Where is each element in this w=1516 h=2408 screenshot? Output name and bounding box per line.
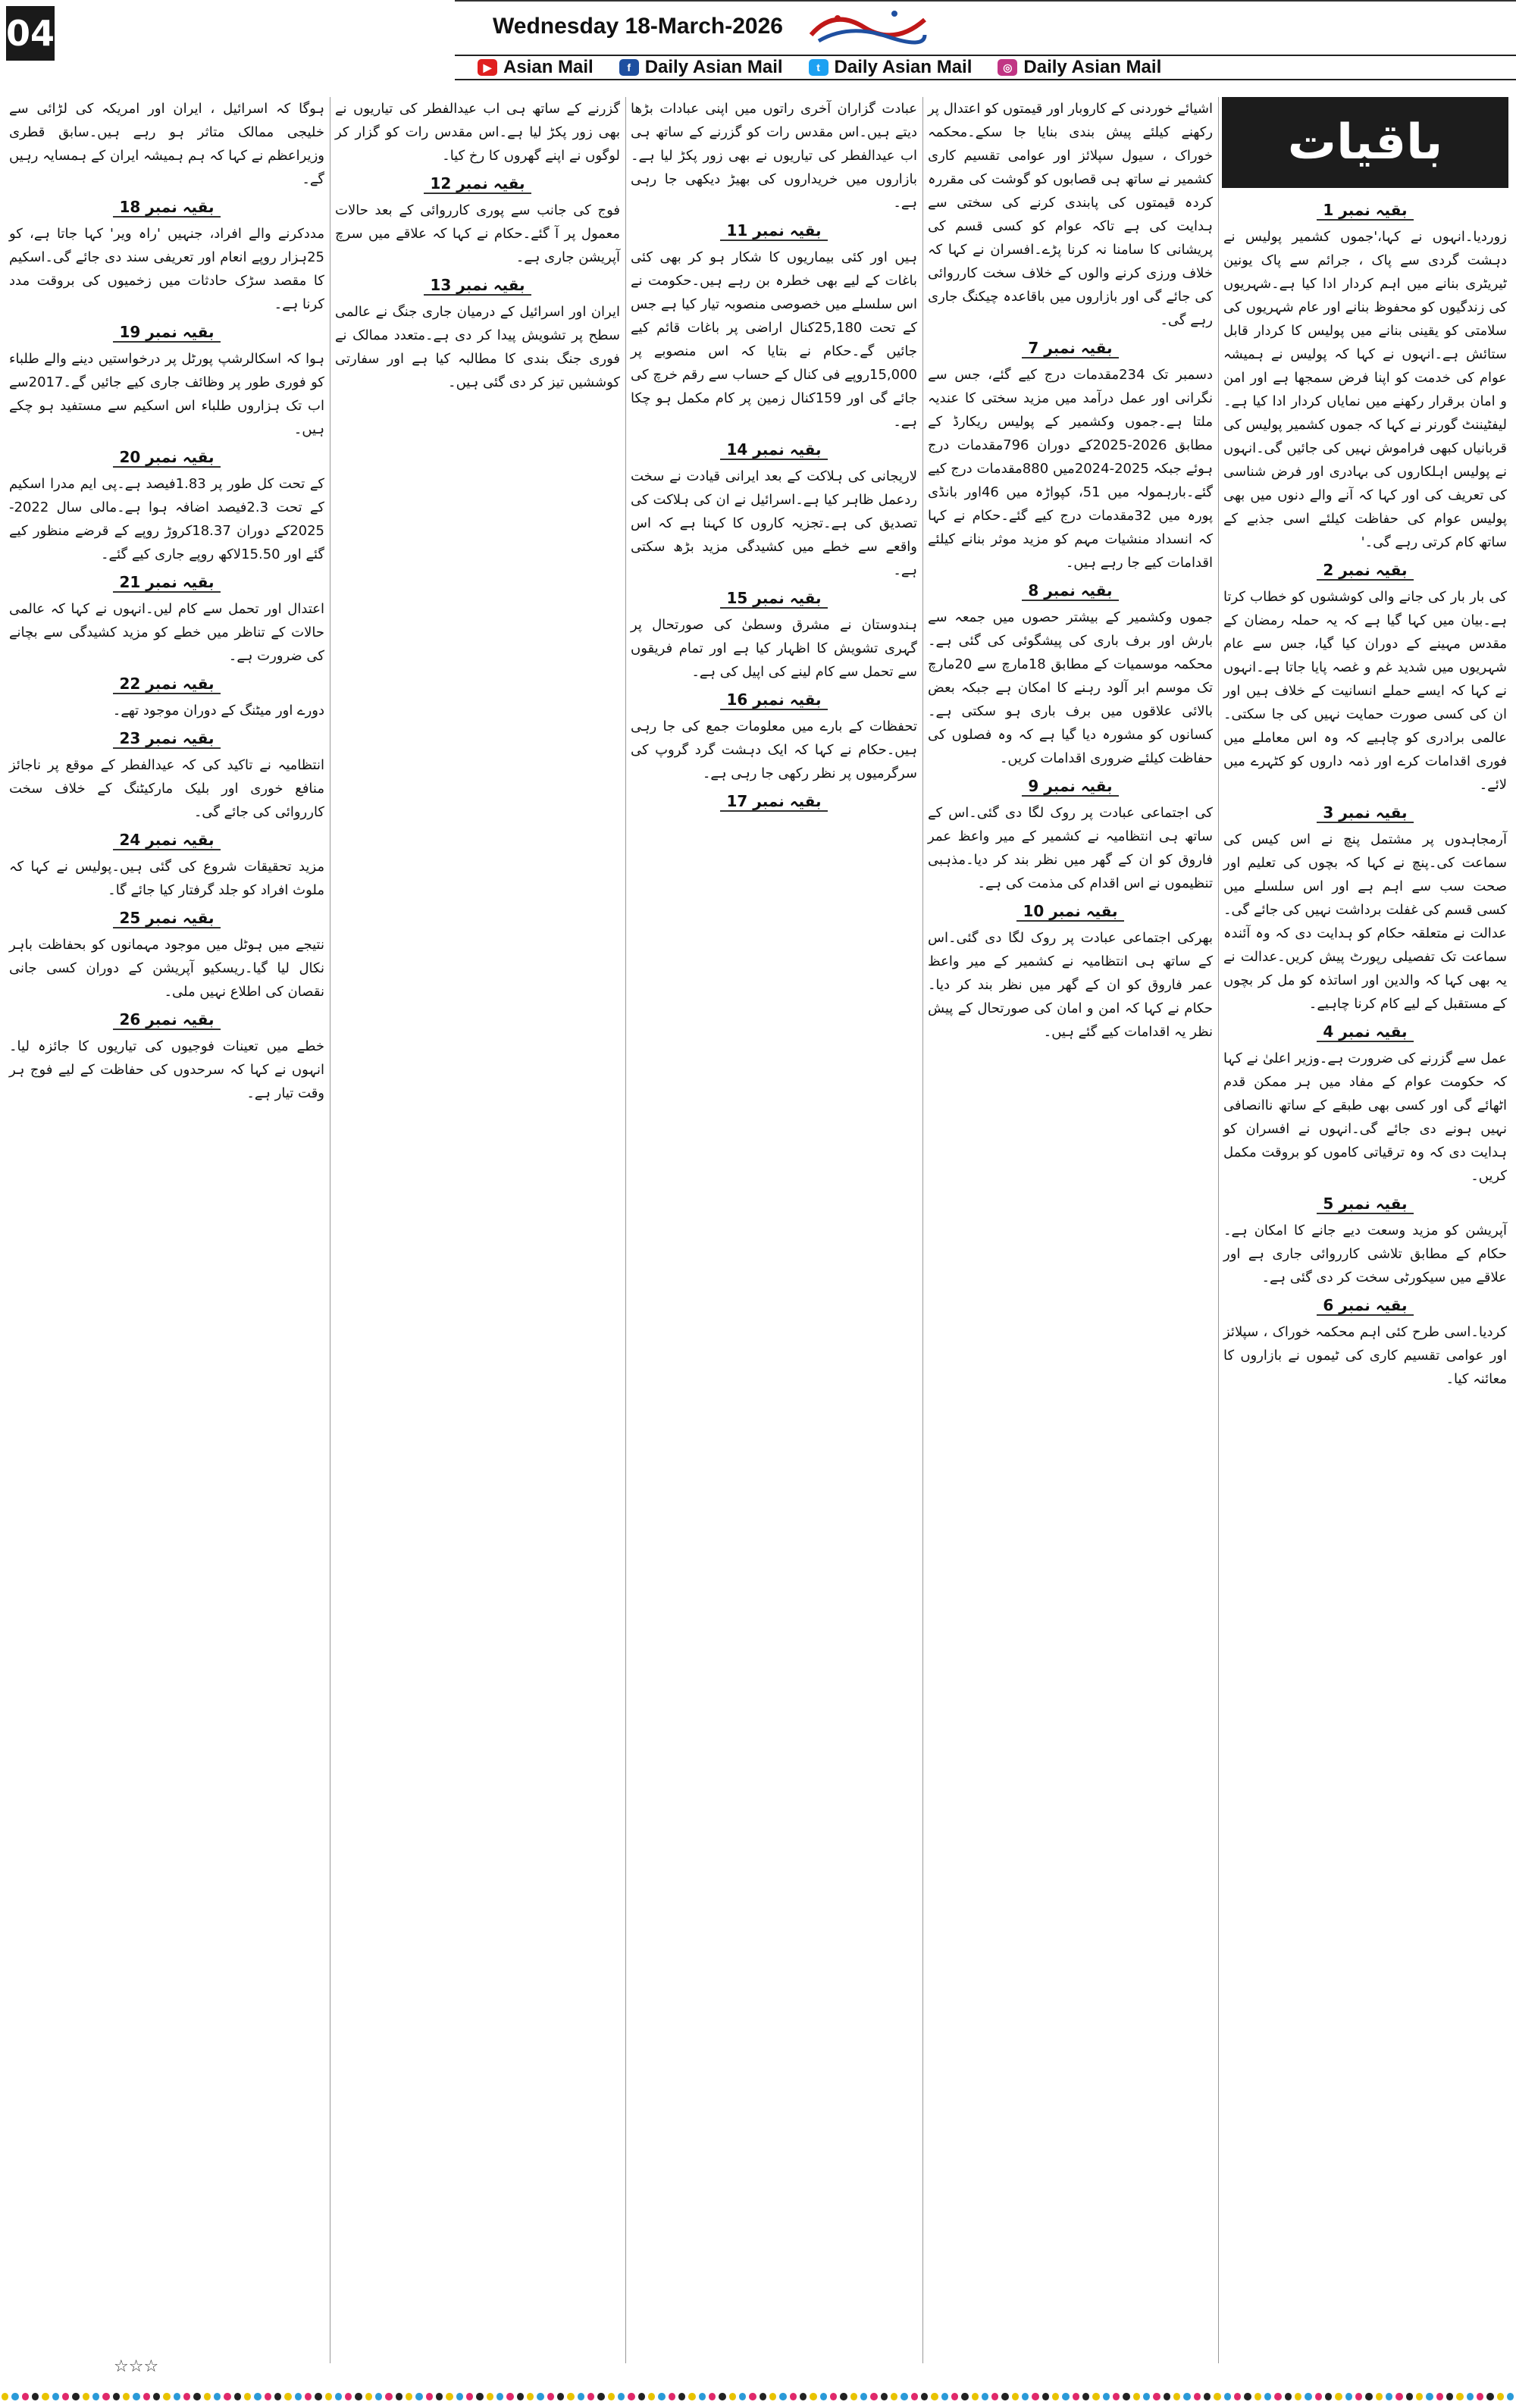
color-dot: [658, 2393, 665, 2400]
color-dot: [578, 2393, 584, 2400]
continuation-body: اعتدال اور تحمل سے کام لیں۔انہوں نے کہا کہ عالمی حالات کے تناظر میں خطے کو مزید کشیدگی سے بچانے کی ضرورت ہے۔: [9, 601, 324, 664]
continuation-body: زوردیا۔انہوں نے کہا،'جموں کشمیر پولیس نے دہشت گردی سے پاک ، جرائم سے پاک یونین ٹیریٹری بنانے میں اہم کردار ادا کیا ہے۔شہریوں کی زندگیوں کو محفوظ بنانے اور عام شہریوں کی سلامتی کو یقینی بنانے میں پولیس کا کردار قابل ستائش ہے۔انہوں نے کہا کہ پولیس نے ہمیشہ عوام کی خدمت کو اپنا فرض سمجھا ہے اور امن و امان برقرار رکھنے میں نمایاں کردار ادا کیا ہے۔لیفٹیننٹ گورنر نے کہا کہ جموں کشمیر پولیس کی قربانیاں کبھی فراموش نہیں کی جائیں گی۔انہوں نے پولیس اہلکاروں کی بہادری اور فرض شناسی کی تعریف کی اور کہا کہ آنے والے دنوں میں بھی پولیس عوام کی حفاظت کیلئے اسی جذبے کے ساتھ کام کرتی رہے گی۔': [1223, 229, 1507, 550]
continuation-body: عبادت گزاران آخری راتوں میں اپنی عبادات بڑھا دیتے ہیں۔اس مقدس رات کو گزرنے کے ساتھ ہی اب عیدالفطر کی تیاریوں نے بھی زور پکڑ لیا ہے۔بازاروں میں خریداروں کی بھیڑ دیکھی جا رہی ہے۔: [631, 101, 917, 211]
color-dot: [1335, 2393, 1342, 2400]
color-dot: [325, 2393, 332, 2400]
color-dot: [456, 2393, 463, 2400]
color-dot: [1355, 2393, 1362, 2400]
color-dot: [133, 2393, 139, 2400]
continuation-heading: بقیہ نمبر 12: [334, 172, 622, 196]
color-dot: [1386, 2393, 1392, 2400]
color-dot: [254, 2393, 261, 2400]
color-dot: [1133, 2393, 1140, 2400]
color-dot: [749, 2393, 756, 2400]
color-dot: [739, 2393, 746, 2400]
continuation-heading: بقیہ نمبر 5: [1222, 1192, 1508, 1216]
continuation-heading: بقیہ نمبر 19: [8, 321, 326, 344]
color-dot: [102, 2393, 109, 2400]
color-dot: [941, 2393, 948, 2400]
color-dot: [204, 2393, 211, 2400]
color-dot: [567, 2393, 574, 2400]
color-dot: [537, 2393, 543, 2400]
color-dot: [1365, 2393, 1372, 2400]
color-dot: [1295, 2393, 1301, 2400]
end-stars: ☆☆☆: [114, 2357, 159, 2376]
news-column-1: [1222, 97, 1508, 2363]
color-dot: [709, 2393, 716, 2400]
color-dot: [951, 2393, 958, 2400]
color-dot: [1042, 2393, 1049, 2400]
color-dot: [769, 2393, 776, 2400]
color-dot: [153, 2393, 160, 2400]
continuation-body: ہوا کہ اسکالرشپ پورٹل پر درخواستیں دینے والے طلباء کو فوری طور پر وظائف جاری کیے جائیں گے۔2017سے اب تک ہزاروں طلباء اس اسکیم سے مستفید ہو چکے ہیں۔: [9, 351, 324, 437]
color-dot: [557, 2393, 564, 2400]
continuation-body: لاریجانی کی ہلاکت کے بعد ایرانی قیادت نے سخت ردعمل ظاہر کیا ہے۔اسرائیل نے ان کی ہلاکت کی تصدیق کی ہے۔تجزیہ کاروں کا کہنا ہے کہ اس واقعے سے خطے میں کشیدگی مزید بڑھ سکتی ہے۔: [631, 468, 917, 578]
color-dot: [1467, 2393, 1474, 2400]
continuation-heading: بقیہ نمبر 11: [629, 219, 919, 243]
continuation-body: ہندوستان نے مشرق وسطیٰ کی صورتحال پر گہری تشویش کا اظہار کیا ہے اور تمام فریقوں سے تحمل سے کام لینے کی اپیل کی ہے۔: [631, 617, 917, 680]
continuation-heading: بقیہ نمبر 4: [1222, 1020, 1508, 1044]
color-dot: [1416, 2393, 1423, 2400]
color-dot: [1486, 2393, 1493, 2400]
color-dot: [628, 2393, 634, 2400]
color-dot: [1376, 2393, 1383, 2400]
color-dot: [426, 2393, 433, 2400]
color-dot: [618, 2393, 625, 2400]
color-dot: [1436, 2393, 1443, 2400]
color-dot: [1204, 2393, 1211, 2400]
color-dot: [779, 2393, 786, 2400]
continuation-body: کے تحت کل طور پر 1.83فیصد ہے۔پی ایم مدرا اسکیم کے تحت 2.3فیصد اضافہ ہوا ہے۔مالی سال 2022-2025کے دوران 18.37کروڑ روپے کے قرضے منظور کیے گئے اور 15.50لاکھ روپے جاری کیے گئے۔: [9, 476, 324, 562]
color-dot: [1214, 2393, 1220, 2400]
color-dot: [234, 2393, 241, 2400]
continuation-body: گزرنے کے ساتھ ہی اب عیدالفطر کی تیاریوں نے بھی زور پکڑ لیا ہے۔اس مقدس رات کو گزار کر لوگوں نے اپنے گھروں کا رخ کیا۔: [335, 101, 620, 164]
color-dot: [517, 2393, 524, 2400]
continuation-body: تحفظات کے بارے میں معلومات جمع کی جا رہی ہیں۔حکام نے کہا کہ ایک دہشت گرد گروپ کی سرگرمیوں پر نظر رکھی جا رہی ہے۔: [631, 719, 917, 781]
color-dot: [496, 2393, 503, 2400]
color-dot: [11, 2393, 18, 2400]
color-dot: [143, 2393, 150, 2400]
color-dot: [1113, 2393, 1120, 2400]
color-dot: [1244, 2393, 1251, 2400]
color-dot: [1406, 2393, 1413, 2400]
social-link-facebook[interactable]: [619, 57, 783, 78]
color-dot: [1395, 2393, 1402, 2400]
continuation-heading: بقیہ نمبر 23: [8, 727, 326, 750]
color-dot: [42, 2393, 49, 2400]
continuation-body: عمل سے گزرنے کی ضرورت ہے۔وزیر اعلیٰ نے کہا کہ حکومت عوام کے مفاد میں ہر ممکن قدم اٹھائے گی اور کسی بھی طبقے کے ساتھ ناانصافی نہیں ہونے دی جائے گی۔انہوں نے افسران کو ہدایت دی کہ وہ ترقیاتی کاموں کو بروقت مکمل کریں۔: [1223, 1051, 1507, 1184]
continuation-body: کردیا۔اسی طرح کئی اہم محکمہ خوراک ، سپلائز اور عوامی تقسیم کاری کی ٹیموں نے بازاروں کا معائنہ کیا۔: [1223, 1324, 1507, 1387]
color-dot: [1183, 2393, 1190, 2400]
color-dot: [870, 2393, 877, 2400]
color-dot: [1062, 2393, 1069, 2400]
continuation-heading: بقیہ نمبر 10: [926, 900, 1214, 923]
color-dot: [284, 2393, 291, 2400]
color-dot: [163, 2393, 170, 2400]
twitter-icon: t: [809, 59, 828, 76]
continuation-body: ہوگا کہ اسرائیل ، ایران اور امریکہ کی لڑائی سے خلیجی ممالک متاثر ہو رہے ہیں۔سابق قطری وزیراعظم نے کہا کہ ہم ہمیشہ ایران کے ہمسایہ رہیں گے۔: [9, 101, 324, 187]
color-dot: [719, 2393, 725, 2400]
newspaper-logo: [803, 5, 932, 49]
color-dot: [527, 2393, 534, 2400]
color-dot: [1073, 2393, 1079, 2400]
continuation-body: کی بار بار کی جانے والی کوششوں کو خطاب کرتا ہے۔بیان میں کہا گیا ہے کہ یہ حملہ رمضان کے مقدس مہینے کے دوران کیا گیا، جس سے عام شہریوں میں شدید غم و غصہ پایا جاتا ہے۔انہوں نے کہا کہ ایسے حملے انسانیت کے خلاف ہیں اور ان کی کسی صورت حمایت نہیں کی جا سکتی۔عالمی برادری کو چاہیے کہ وہ اس معاملے میں فوری اقدامات کرے اور ذمہ داروں کو کٹہرے میں لائے۔: [1223, 589, 1507, 793]
continuation-heading: بقیہ نمبر 14: [629, 438, 919, 462]
color-dot: [911, 2393, 918, 2400]
continuation-heading: بقیہ نمبر 8: [926, 579, 1214, 603]
color-dot: [608, 2393, 615, 2400]
color-dot: [113, 2393, 120, 2400]
color-dot: [1224, 2393, 1231, 2400]
page-columns: [0, 97, 1516, 2363]
color-dot: [406, 2393, 412, 2400]
color-dot: [790, 2393, 797, 2400]
color-dot: [305, 2393, 312, 2400]
color-dot: [1254, 2393, 1261, 2400]
color-dot: [1446, 2393, 1453, 2400]
color-dot: [1264, 2393, 1271, 2400]
continuation-heading: بقیہ نمبر 7: [926, 337, 1214, 360]
color-dot: [183, 2393, 190, 2400]
color-dot: [800, 2393, 807, 2400]
continuation-body: کی اجتماعی عبادت پر روک لگا دی گئی۔اس کے ساتھ ہی انتظامیہ نے کشمیر کے میر واعظ عمر فاروق کو ان کے گھر میں نظر بند کر دیا۔مذہبی تنظیموں نے اس اقدام کی مذمت کی ہے۔: [928, 805, 1213, 891]
continuation-body: آپریشن کو مزید وسعت دیے جانے کا امکان ہے۔حکام کے مطابق تلاشی کارروائی جاری ہے اور علاقے میں سیکورٹی سخت کر دی گئی ہے۔: [1223, 1223, 1507, 1285]
color-dot: [1345, 2393, 1352, 2400]
social-link-youtube[interactable]: [478, 57, 594, 78]
continuation-body: ایران اور اسرائیل کے درمیان جاری جنگ نے عالمی سطح پر تشویش پیدا کر دی ہے۔متعدد ممالک نے فوری جنگ بندی کا مطالبہ کیا ہے اور سفارتی کوششیں تیز کر دی گئی ہیں۔: [335, 304, 620, 390]
column-divider: [922, 97, 923, 2363]
social-link-label: Daily Asian Mail: [834, 57, 973, 77]
color-dot: [1164, 2393, 1170, 2400]
continuation-heading: بقیہ نمبر 25: [8, 907, 326, 930]
color-dot: [1052, 2393, 1059, 2400]
color-dot: [1082, 2393, 1089, 2400]
color-dot: [487, 2393, 493, 2400]
color-dot: [850, 2393, 857, 2400]
social-links-bar: [455, 55, 1516, 80]
continuation-body: آرمجاہدوں پر مشتمل پنچ نے اس کیس کی سماعت کی۔پنچ نے کہا کہ بچوں کی تعلیم اور صحت سب سے اہم ہے اور اس سلسلے میں کسی قسم کی غفلت برداشت نہیں کی جائے گی۔عدالت نے متعلقہ حکام کو ہدایت دی کہ وہ آئندہ سماعت تک تفصیلی رپورٹ پیش کریں۔عدالت نے یہ بھی کہا کہ والدین اور اساتذہ کو مل کر بچوں کے مستقبل کے لیے کام کرنا چاہیے۔: [1223, 831, 1507, 1012]
color-dot: [476, 2393, 483, 2400]
color-dot: [820, 2393, 827, 2400]
color-dot: [274, 2393, 281, 2400]
instagram-icon: ◎: [998, 59, 1017, 76]
color-dot: [335, 2393, 342, 2400]
color-dot: [931, 2393, 938, 2400]
color-dot: [62, 2393, 69, 2400]
color-dot: [436, 2393, 443, 2400]
color-dot: [265, 2393, 271, 2400]
color-dot: [1103, 2393, 1110, 2400]
continuation-body: خطے میں تعینات فوجیوں کی تیاریوں کا جائزہ لیا۔انہوں نے کہا کہ سرحدوں کی حفاظت کے لیے فوج ہر وقت تیار ہے۔: [9, 1038, 324, 1101]
color-dot: [1143, 2393, 1150, 2400]
continuation-body: دورے اور میٹنگ کے دوران موجود تھے۔: [112, 703, 324, 719]
news-column-5: [8, 97, 326, 2363]
continuation-heading: بقیہ نمبر 21: [8, 571, 326, 594]
color-dot: [840, 2393, 847, 2400]
color-dot: [22, 2393, 29, 2400]
continuation-heading: بقیہ نمبر 15: [629, 587, 919, 610]
footer-color-strip: [0, 2388, 1516, 2406]
continuation-body: بھرکی اجتماعی عبادت پر روک لگا دی گئی۔اس کے ساتھ ہی انتظامیہ نے کشمیر کے میر واعظ عمر فاروق کو ان کے گھر میں نظر بند کر دیا۔حکام نے کہا کہ امن و امان کی صورتحال کے پیش نظر یہ اقدامات کیے گئے ہیں۔: [928, 930, 1213, 1040]
continuation-body: اشیائے خوردنی کے کاروبار اور قیمتوں کو اعتدال پر رکھنے کیلئے پیش بندی بنایا جا سکے۔محکمہ خوراک ، سیول سپلائز اور عوامی تقسیم کاری کشمیر نے ساتھ ہی قصابوں کو گوشت کی مقررہ کردہ قیمتوں کی پابندی کرنے کی سختی سے ہدایت کی ہے تاکہ عوام کو کسی قسم کی پریشانی کا سامنا نہ کرنا پڑے۔افسران نے کہا کہ خلاف ورزی کرنے والوں کے خلاف سخت کارروائی کی جائے گی اور بازاروں میں باقاعدہ چیکنگ جاری رہے گی۔: [928, 101, 1213, 328]
continuation-heading: بقیہ نمبر 18: [8, 196, 326, 219]
column-divider: [625, 97, 626, 2363]
social-link-label: Daily Asian Mail: [644, 57, 783, 77]
color-dot: [1001, 2393, 1008, 2400]
continuation-heading: بقیہ نمبر 1: [1222, 199, 1508, 222]
color-dot: [193, 2393, 200, 2400]
color-dot: [669, 2393, 675, 2400]
color-dot: [699, 2393, 706, 2400]
color-dot: [315, 2393, 321, 2400]
color-dot: [1194, 2393, 1201, 2400]
color-dot: [648, 2393, 655, 2400]
color-dot: [396, 2393, 402, 2400]
color-dot: [638, 2393, 645, 2400]
continuation-heading: بقیہ نمبر 17: [629, 790, 919, 813]
continuation-body: دسمبر تک 234مقدمات درج کیے گئے، جس سے نگرانی اور عمل درآمد میں مزید سختی کا عندیہ ملتا ہے۔جموں وکشمیر کے پولیس ریکارڈ کے مطابق 2026-2025کے دوران 796مقدمات درج ہوئے جبکہ 2025-2024میں 880مقدمات درج کیے گئے۔بارہمولہ میں 51، کپواڑہ میں 46اور بانڈی پورہ میں 32مقدمات درج کیے گئے۔حکام نے کہا کہ انسداد منشیات مہم کو مزید موثر بنانے کیلئے اقدامات کیے جا رہے ہیں۔: [928, 367, 1213, 571]
social-link-label: Daily Asian Mail: [1023, 57, 1162, 77]
color-dot: [729, 2393, 736, 2400]
color-dot: [810, 2393, 816, 2400]
color-dot: [1012, 2393, 1019, 2400]
color-dot: [1153, 2393, 1160, 2400]
social-link-label: Asian Mail: [503, 57, 594, 77]
continuation-heading: بقیہ نمبر 9: [926, 775, 1214, 798]
color-dot: [1456, 2393, 1463, 2400]
color-dot: [466, 2393, 473, 2400]
color-dot: [355, 2393, 362, 2400]
page-number: 04: [6, 6, 55, 61]
color-dot: [244, 2393, 251, 2400]
continuation-heading: بقیہ نمبر 24: [8, 828, 326, 852]
color-dot: [1426, 2393, 1433, 2400]
news-column-4: [334, 97, 622, 2363]
color-dot: [1022, 2393, 1029, 2400]
color-dot: [688, 2393, 695, 2400]
color-dot: [214, 2393, 221, 2400]
color-dot: [32, 2393, 39, 2400]
color-dot: [1507, 2393, 1514, 2400]
continuation-heading: بقیہ نمبر 20: [8, 446, 326, 469]
section-banner: باقیات: [1222, 97, 1508, 188]
continuation-body: ہیں اور کئی بیماریوں کا شکار ہو کر بھی کئی باغات کے لیے بھی خطرہ بن رہے ہیں۔حکومت نے اس سلسلے میں خصوصی منصوبہ تیار کیا ہے جس کے تحت 25,180کنال اراضی پر باغات قائم کیے جائیں گے۔حکام نے بتایا کہ اس منصوبے پر 15,000روپے فی کنال کے حساب سے رقم خرچ کی جائے گی اور 159کنال زمین پر کام مکمل ہو چکا ہے۔: [631, 249, 917, 430]
continuation-body: فوج کی جانب سے پوری کارروائی کے بعد حالات معمول پر آ گئے۔حکام نے کہا کہ علاقے میں سرچ آپریشن جاری ہے۔: [335, 202, 620, 265]
color-dot: [2, 2393, 8, 2400]
continuation-heading: بقیہ نمبر 16: [629, 688, 919, 712]
color-dot: [1123, 2393, 1129, 2400]
youtube-icon: ▶: [478, 59, 497, 76]
color-dot: [901, 2393, 907, 2400]
masthead-rule: [455, 0, 1516, 2]
color-dot: [991, 2393, 998, 2400]
continuation-heading: بقیہ نمبر 6: [1222, 1294, 1508, 1317]
color-dot: [760, 2393, 766, 2400]
color-dot: [972, 2393, 979, 2400]
color-dot: [83, 2393, 89, 2400]
color-dot: [1032, 2393, 1038, 2400]
color-dot: [295, 2393, 302, 2400]
color-dot: [921, 2393, 928, 2400]
continuation-heading: بقیہ نمبر 22: [8, 672, 326, 696]
continuation-heading: بقیہ نمبر 3: [1222, 801, 1508, 825]
continuation-heading: بقیہ نمبر 13: [334, 274, 622, 297]
masthead: [0, 0, 1516, 89]
continuation-heading: بقیہ نمبر 26: [8, 1008, 326, 1032]
color-dot: [547, 2393, 554, 2400]
color-dot: [881, 2393, 888, 2400]
color-dot: [1173, 2393, 1180, 2400]
color-dot: [1497, 2393, 1504, 2400]
color-dot: [52, 2393, 59, 2400]
color-dot: [123, 2393, 130, 2400]
issue-date: Wednesday 18-March-2026: [493, 14, 783, 39]
color-dot: [1315, 2393, 1322, 2400]
social-link-twitter[interactable]: [809, 57, 973, 78]
color-dot: [415, 2393, 422, 2400]
social-link-instagram[interactable]: [998, 57, 1161, 78]
news-column-2: [926, 97, 1214, 2363]
color-dot: [506, 2393, 513, 2400]
color-dot: [830, 2393, 837, 2400]
color-dot: [174, 2393, 180, 2400]
color-dot: [587, 2393, 594, 2400]
color-dot: [345, 2393, 352, 2400]
color-dot: [860, 2393, 867, 2400]
continuation-heading: بقیہ نمبر 2: [1222, 559, 1508, 582]
color-dot: [385, 2393, 392, 2400]
news-column-3: [629, 97, 919, 2363]
continuation-body: مزید تحقیقات شروع کی گئی ہیں۔پولیس نے کہا کہ ملوث افراد کو جلد گرفتار کیا جائے گا۔: [9, 859, 324, 898]
color-dot: [1234, 2393, 1241, 2400]
color-dot: [891, 2393, 897, 2400]
continuation-body: نتیجے میں ہوٹل میں موجود مہمانوں کو بحفاظت باہر نکال لیا گیا۔ریسکیو آپریشن کے دوران کسی جانی نقصان کی اطلاع نہیں ملی۔: [9, 937, 324, 1000]
color-dot: [72, 2393, 79, 2400]
color-dot: [1477, 2393, 1483, 2400]
color-dot: [92, 2393, 99, 2400]
color-dot: [597, 2393, 604, 2400]
continuation-body: جموں وکشمیر کے بیشتر حصوں میں جمعہ سے بارش اور برف باری کی پیشگوئی کی گئی ہے۔محکمہ موسمیات کے مطابق 18مارچ سے 20مارچ تک موسم ابر آلود رہنے کا امکان ہے جبکہ بعض بالائی علاقوں میں برف باری ہو سکتی ہے۔کسانوں کو مشورہ دیا گیا ہے کہ وہ فصلوں کی حفاظت کیلئے ضروری اقدامات کریں۔: [928, 609, 1213, 766]
color-dot: [224, 2393, 230, 2400]
continuation-body: مددکرنے والے افراد، جنہیں 'راہ ویر' کہا جاتا ہے، کو 25ہزار روپے انعام اور تعریفی سند دی جائے گی۔اسکیم کا مقصد سڑک حادثات میں زخمیوں کی بروقت مدد کرنا ہے۔: [9, 226, 324, 312]
color-dot: [1274, 2393, 1281, 2400]
continuation-body: انتظامیہ نے تاکید کی کہ عیدالفطر کے موقع پر ناجائز منافع خوری اور بلیک مارکیٹنگ کے خلاف سخت کارروائی کی جائے گی۔: [9, 757, 324, 820]
color-dot: [446, 2393, 453, 2400]
color-dot: [375, 2393, 382, 2400]
color-dot: [678, 2393, 685, 2400]
color-dot: [1305, 2393, 1311, 2400]
color-dot: [1325, 2393, 1332, 2400]
color-dot: [961, 2393, 968, 2400]
color-dot: [1092, 2393, 1099, 2400]
color-dot: [982, 2393, 988, 2400]
color-dot: [365, 2393, 372, 2400]
facebook-icon: f: [619, 59, 639, 76]
column-divider: [1218, 97, 1219, 2363]
color-dot: [1285, 2393, 1292, 2400]
